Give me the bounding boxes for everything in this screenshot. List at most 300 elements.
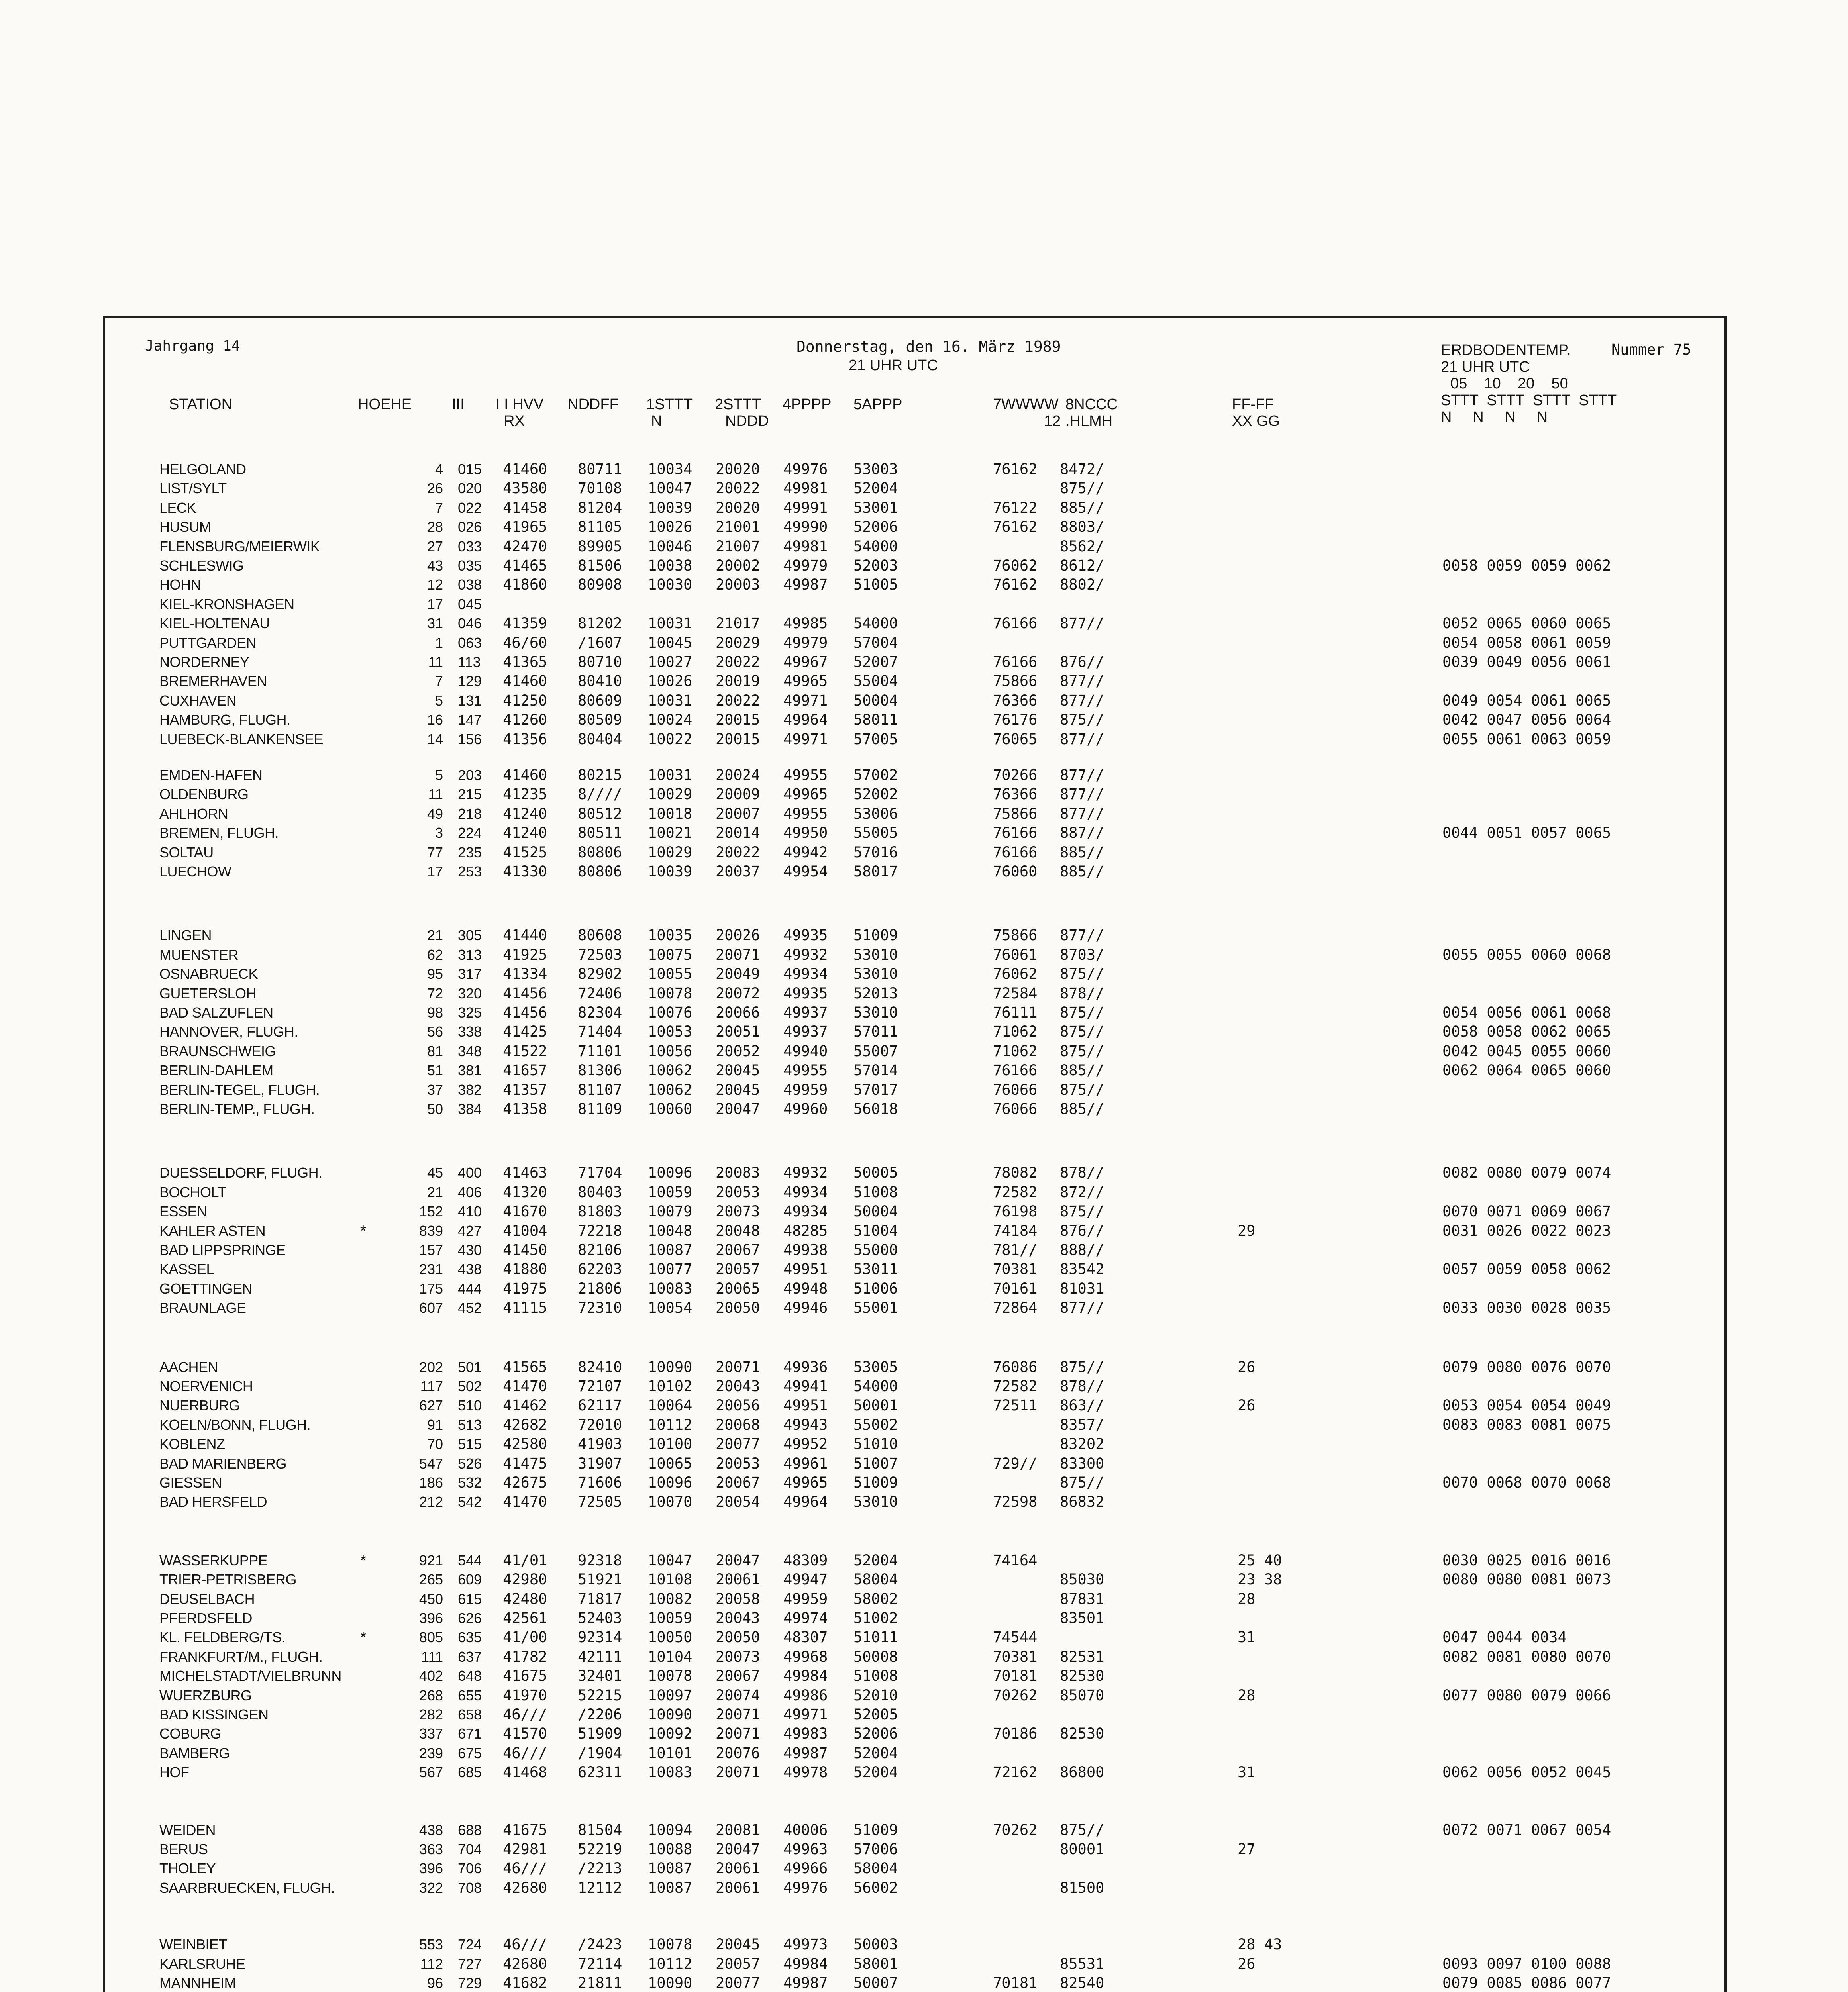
group-g4: 20067 — [716, 1241, 760, 1259]
group-7wwww: 76366 — [993, 692, 1038, 709]
group-g5: 49965 — [783, 786, 828, 803]
group-ffff: 28 — [1238, 1590, 1256, 1608]
station-number: 708 — [458, 1879, 482, 1896]
station-number: 637 — [458, 1648, 482, 1665]
station-name: WEIDEN — [159, 1821, 216, 1838]
erdboden-values: 0058 0058 0062 0065 — [1442, 1023, 1611, 1041]
erdboden-values: 0058 0059 0059 0062 — [1442, 557, 1611, 574]
station-name: KASSEL — [159, 1261, 214, 1278]
table-row — [105, 1203, 1723, 1220]
group-g4: 20049 — [716, 965, 760, 983]
group-g6: 52006 — [853, 1725, 898, 1743]
group-8nccc: 875// — [1060, 1821, 1104, 1839]
station-number: 671 — [458, 1725, 482, 1742]
station-number: 317 — [458, 966, 482, 982]
group-g2: 62117 — [578, 1397, 622, 1414]
station-name: BOCHOLT — [159, 1184, 226, 1200]
group-g3: 10026 — [648, 672, 693, 690]
erdboden-values: 0054 0056 0061 0068 — [1442, 1004, 1611, 1021]
group-g5: 49981 — [783, 537, 828, 555]
group-8nccc: 878// — [1060, 1378, 1104, 1395]
group-g6: 51009 — [853, 927, 898, 944]
group-8nccc: 87831 — [1060, 1590, 1104, 1608]
group-8nccc: 83501 — [1060, 1610, 1104, 1627]
station-number: 113 — [458, 654, 481, 670]
group-7wwww: 72582 — [993, 1378, 1038, 1395]
station-hoehe: 175 — [419, 1280, 443, 1297]
group-g2: 70108 — [578, 480, 622, 497]
group-g2: 82304 — [578, 1004, 622, 1021]
group-g4: 20077 — [716, 1974, 760, 1992]
station-name: WEINBIET — [159, 1936, 228, 1953]
group-8nccc: 877// — [1060, 730, 1104, 748]
group-8nccc: 875// — [1060, 1474, 1104, 1491]
station-hoehe: 117 — [420, 1378, 443, 1394]
group-g6: 57016 — [853, 843, 898, 861]
station-number: 724 — [458, 1936, 482, 1953]
group-g3: 10053 — [648, 1023, 693, 1041]
station-number: 501 — [458, 1359, 482, 1375]
station-number: 022 — [458, 499, 482, 516]
group-g5: 49946 — [783, 1299, 828, 1317]
group-g4: 20037 — [716, 863, 760, 880]
table-row — [105, 1725, 1723, 1743]
group-7wwww: 76062 — [993, 965, 1038, 983]
group-7wwww: 76162 — [993, 461, 1038, 478]
group-g3: 10087 — [648, 1879, 693, 1896]
station-hoehe: 45 — [427, 1165, 443, 1181]
group-g2: 51909 — [578, 1725, 622, 1743]
table-row — [105, 1493, 1723, 1511]
group-g1: 41450 — [503, 1241, 547, 1259]
station-number: 038 — [458, 576, 482, 593]
group-g3: 10054 — [648, 1299, 693, 1317]
group-g1: 41440 — [503, 927, 547, 944]
table-row — [105, 1062, 1723, 1079]
group-g3: 10018 — [648, 805, 693, 822]
station-number: 727 — [458, 1955, 482, 1972]
group-g1: 41115 — [503, 1299, 547, 1317]
group-g5: 49986 — [783, 1686, 828, 1704]
erdboden-values: 0079 0085 0086 0077 — [1442, 1974, 1611, 1992]
group-g1: 43580 — [503, 480, 547, 497]
group-g4: 20071 — [716, 1725, 760, 1743]
group-g3: 10031 — [648, 767, 693, 784]
group-g5: 49954 — [783, 863, 828, 880]
erdboden-values: 0030 0025 0016 0016 — [1442, 1551, 1611, 1569]
station-number: 348 — [458, 1043, 482, 1059]
group-g2: 80608 — [578, 927, 622, 944]
group-7wwww: 76086 — [993, 1358, 1038, 1376]
station-hoehe: 805 — [419, 1629, 443, 1646]
station-name: OSNABRUECK — [159, 966, 258, 982]
group-g2: 82410 — [578, 1358, 622, 1376]
station-name: BAD LIPPSPRINGE — [159, 1242, 286, 1258]
group-7wwww: 72582 — [993, 1183, 1038, 1201]
erdboden-values: 0082 0081 0080 0070 — [1442, 1648, 1611, 1665]
erdboden-values: 0033 0030 0028 0035 — [1442, 1299, 1611, 1317]
group-g3: 10112 — [648, 1955, 693, 1972]
jahrgang: Jahrgang 14 — [145, 338, 240, 354]
station-number: 305 — [458, 927, 482, 944]
table-row — [105, 1023, 1723, 1041]
col-1sttt: 1STTT — [646, 396, 693, 413]
station-hoehe: 70 — [427, 1436, 443, 1453]
station-hoehe: 31 — [427, 615, 443, 632]
group-8nccc: 8562/ — [1060, 537, 1104, 555]
group-g5: 49984 — [783, 1955, 828, 1972]
group-g4: 20053 — [716, 1455, 760, 1472]
group-8nccc: 86800 — [1060, 1764, 1104, 1781]
group-g6: 51007 — [853, 1455, 898, 1472]
group-7wwww: 70266 — [993, 767, 1038, 784]
group-8nccc: 875// — [1060, 1081, 1104, 1098]
group-g3: 10078 — [648, 984, 693, 1002]
group-g4: 20083 — [716, 1164, 760, 1182]
group-g1: 41682 — [503, 1974, 547, 1992]
group-g1: 41358 — [503, 1100, 547, 1118]
group-g2: 12112 — [578, 1879, 622, 1896]
group-g5: 49955 — [783, 1062, 828, 1079]
station-hoehe: 28 — [427, 519, 443, 535]
group-g5: 49959 — [783, 1081, 828, 1098]
group-g2: /1607 — [578, 634, 622, 651]
station-hoehe: 3 — [435, 825, 443, 841]
group-ffff: 26 — [1238, 1358, 1256, 1376]
table-row — [105, 1164, 1723, 1182]
table-row — [105, 946, 1723, 964]
table-row — [105, 767, 1723, 784]
group-7wwww: 75866 — [993, 805, 1038, 822]
group-g6: 57014 — [853, 1062, 898, 1079]
bergstation-mark: * — [360, 1629, 366, 1646]
table-row — [105, 461, 1723, 478]
group-g5: 49934 — [783, 1183, 828, 1201]
group-g6: 55001 — [853, 1299, 898, 1317]
station-number: 325 — [458, 1004, 482, 1021]
group-8nccc: 877// — [1060, 767, 1104, 784]
group-g1: 41004 — [503, 1222, 547, 1239]
group-g4: 20014 — [716, 824, 760, 842]
table-row — [105, 844, 1723, 861]
station-hoehe: 4 — [435, 461, 443, 477]
group-g6: 58011 — [853, 711, 898, 729]
group-g2: 80512 — [578, 805, 622, 822]
group-g1: 41320 — [503, 1183, 547, 1201]
group-g3: 10096 — [648, 1474, 693, 1491]
group-g6: 50003 — [853, 1936, 898, 1953]
group-g2: 80711 — [578, 461, 622, 478]
station-name: LINGEN — [159, 927, 212, 944]
group-g2: /1904 — [578, 1744, 622, 1762]
group-g4: 20052 — [716, 1042, 760, 1060]
group-g2: 81107 — [578, 1081, 622, 1098]
erdboden-values: 0077 0080 0079 0066 — [1442, 1686, 1611, 1704]
group-g1: 41925 — [503, 946, 547, 963]
group-g5: 49984 — [783, 1667, 828, 1685]
group-8nccc: 80001 — [1060, 1841, 1104, 1858]
group-g3: 10082 — [648, 1590, 693, 1608]
station-name: AHLHORN — [159, 805, 228, 822]
group-g5: 49983 — [783, 1725, 828, 1743]
station-hoehe: 202 — [419, 1359, 443, 1375]
station-hoehe: 37 — [427, 1081, 443, 1098]
station-name: LECK — [159, 499, 196, 516]
erdboden-values: 0079 0080 0076 0070 — [1442, 1358, 1611, 1376]
station-number: 675 — [458, 1745, 482, 1761]
station-hoehe: 21 — [427, 1184, 443, 1200]
group-g4: 20048 — [716, 1222, 760, 1239]
station-number: 020 — [458, 480, 482, 497]
station-name: HAMBURG, FLUGH. — [159, 712, 290, 728]
group-g6: 52007 — [853, 653, 898, 671]
group-g3: 10087 — [648, 1241, 693, 1259]
group-g2: 31907 — [578, 1455, 622, 1472]
station-name: HOHN — [159, 576, 201, 593]
group-g4: 20077 — [716, 1435, 760, 1453]
station-name: KIEL-KRONSHAGEN — [159, 596, 294, 612]
station-number: 338 — [458, 1023, 482, 1040]
table-row — [105, 985, 1723, 1002]
station-hoehe: 51 — [427, 1062, 443, 1079]
col-iii: III — [452, 396, 465, 413]
station-name: SOLTAU — [159, 844, 214, 861]
col-xxgg: XX GG — [1232, 413, 1280, 429]
group-8nccc: 876// — [1060, 653, 1104, 671]
group-8nccc: 875// — [1060, 965, 1104, 983]
group-g4: 20076 — [716, 1744, 760, 1762]
group-7wwww: 76176 — [993, 711, 1038, 729]
group-7wwww: 76066 — [993, 1081, 1038, 1098]
erdboden-values: 0082 0080 0079 0074 — [1442, 1164, 1611, 1182]
group-g3: 10048 — [648, 1222, 693, 1239]
group-g4: 20058 — [716, 1590, 760, 1608]
erdboden-values: 0053 0054 0054 0049 — [1442, 1397, 1611, 1414]
station-name: BRAUNSCHWEIG — [159, 1043, 276, 1059]
group-g4: 20022 — [716, 480, 760, 497]
group-g2: 72107 — [578, 1378, 622, 1395]
group-g2: 62311 — [578, 1764, 622, 1781]
erdboden-values: 0072 0071 0067 0054 — [1442, 1821, 1611, 1839]
group-g2: 72310 — [578, 1299, 622, 1317]
group-g3: 10088 — [648, 1841, 693, 1858]
group-g1: 46/// — [503, 1936, 547, 1953]
station-number: 203 — [458, 767, 482, 783]
station-name: PUTTGARDEN — [159, 634, 257, 651]
station-hoehe: 450 — [419, 1590, 443, 1607]
station-number: 382 — [458, 1081, 482, 1098]
station-hoehe: 363 — [419, 1841, 443, 1857]
group-g3: 10100 — [648, 1435, 693, 1453]
station-number: 704 — [458, 1841, 482, 1857]
group-g6: 56002 — [853, 1879, 898, 1896]
station-hoehe: 627 — [419, 1397, 443, 1414]
group-g5: 49951 — [783, 1261, 828, 1278]
group-g6: 53010 — [853, 1493, 898, 1511]
group-g6: 58001 — [853, 1955, 898, 1972]
station-number: 427 — [458, 1222, 482, 1239]
date-line: Donnerstag, den 16. März 1989 — [796, 338, 1061, 355]
group-7wwww: 72162 — [993, 1764, 1038, 1781]
station-name: KOELN/BONN, FLUGH. — [159, 1416, 311, 1433]
table-row — [105, 1841, 1723, 1858]
group-7wwww: 71062 — [993, 1023, 1038, 1041]
col-5appp: 5APPP — [853, 396, 902, 413]
group-g3: 10078 — [648, 1936, 693, 1953]
group-g2: /2206 — [578, 1706, 622, 1723]
table-row — [105, 1879, 1723, 1897]
group-g1: 41657 — [503, 1062, 547, 1079]
erdboden-n: N N N N — [1441, 409, 1548, 425]
group-g6: 51011 — [853, 1629, 898, 1646]
group-g2: 71704 — [578, 1164, 622, 1182]
table-row — [105, 538, 1723, 555]
group-g4: 20047 — [716, 1100, 760, 1118]
group-g5: 49971 — [783, 1706, 828, 1723]
station-name: DUESSELDORF, FLUGH. — [159, 1165, 322, 1181]
station-name: WUERZBURG — [159, 1687, 252, 1704]
station-hoehe: 7 — [435, 673, 443, 690]
nummer: Nummer 75 — [1611, 341, 1691, 358]
group-ffff: 28 43 — [1238, 1936, 1282, 1953]
group-g6: 52004 — [853, 1744, 898, 1762]
group-g6: 51002 — [853, 1610, 898, 1627]
group-g4: 20007 — [716, 805, 760, 822]
station-name: NOERVENICH — [159, 1378, 253, 1394]
col-8nccc: 8NCCC — [1065, 396, 1118, 413]
station-hoehe: 396 — [419, 1610, 443, 1626]
group-g6: 50001 — [853, 1397, 898, 1414]
group-8nccc: 863// — [1060, 1397, 1104, 1414]
group-g3: 10104 — [648, 1648, 693, 1665]
station-hoehe: 5 — [435, 767, 443, 783]
group-g4: 20071 — [716, 1706, 760, 1723]
group-7wwww: 74164 — [993, 1551, 1038, 1569]
group-g3: 10097 — [648, 1686, 693, 1704]
station-name: MUENSTER — [159, 946, 239, 963]
group-ffff: 26 — [1238, 1397, 1256, 1414]
group-g3: 10022 — [648, 730, 693, 748]
station-number: 609 — [458, 1571, 482, 1588]
table-row — [105, 1648, 1723, 1666]
group-g1: 41565 — [503, 1358, 547, 1376]
group-g4: 20066 — [716, 1004, 760, 1021]
station-name: GIESSEN — [159, 1474, 222, 1491]
group-g6: 57002 — [853, 767, 898, 784]
table-row — [105, 596, 1723, 613]
group-g2: 80806 — [578, 843, 622, 861]
station-name: MANNHEIM — [159, 1975, 236, 1991]
table-row — [105, 1474, 1723, 1492]
group-g1: 46/60 — [503, 634, 547, 651]
group-7wwww: 76061 — [993, 946, 1038, 963]
table-row — [105, 1706, 1723, 1723]
group-g4: 20022 — [716, 692, 760, 709]
station-hoehe: 265 — [419, 1571, 443, 1588]
group-g4: 20045 — [716, 1062, 760, 1079]
group-g1: 42675 — [503, 1474, 547, 1491]
group-g5: 49990 — [783, 518, 828, 536]
group-7wwww: 781// — [993, 1241, 1038, 1259]
erdboden-values: 0083 0083 0081 0075 — [1442, 1416, 1611, 1433]
group-8nccc: 82540 — [1060, 1974, 1104, 1992]
group-8nccc: 872// — [1060, 1183, 1104, 1201]
group-g3: 10090 — [648, 1706, 693, 1723]
report-time: 21 UHR UTC — [849, 357, 938, 374]
group-g2: 51921 — [578, 1571, 622, 1588]
erdboden-values: 0057 0059 0058 0062 — [1442, 1261, 1611, 1278]
station-name: KL. FELDBERG/TS. — [159, 1629, 286, 1646]
group-g1: 42981 — [503, 1841, 547, 1858]
group-g5: 49965 — [783, 672, 828, 690]
group-g3: 10039 — [648, 499, 693, 516]
group-g6: 54000 — [853, 537, 898, 555]
group-g1: 41240 — [503, 824, 547, 842]
group-8nccc: 877// — [1060, 692, 1104, 709]
station-name: BAD SALZUFLEN — [159, 1004, 273, 1021]
col-rx: RX — [504, 413, 525, 429]
group-g5: 49932 — [783, 946, 828, 963]
erdboden-values: 0093 0097 0100 0088 — [1442, 1955, 1611, 1972]
erdboden-values: 0031 0026 0022 0023 — [1442, 1222, 1611, 1239]
group-g3: 10108 — [648, 1571, 693, 1588]
group-g1: 42680 — [503, 1879, 547, 1896]
group-7wwww: 76111 — [993, 1004, 1038, 1021]
group-8nccc: 875// — [1060, 1203, 1104, 1220]
station-number: 015 — [458, 461, 482, 477]
group-g6: 51009 — [853, 1821, 898, 1839]
table-row — [105, 1571, 1723, 1588]
group-7wwww: 76062 — [993, 557, 1038, 574]
group-g4: 20009 — [716, 786, 760, 803]
erdboden-codes: STTT STTT STTT STTT — [1441, 392, 1617, 409]
group-8nccc: 83542 — [1060, 1261, 1104, 1278]
col-iihvv: I I HVV — [496, 396, 544, 413]
group-g1: 41359 — [503, 615, 547, 632]
station-name: LUECHOW — [159, 863, 231, 880]
station-hoehe: 396 — [419, 1860, 443, 1877]
group-g4: 21001 — [716, 518, 760, 536]
group-7wwww: 70262 — [993, 1821, 1038, 1839]
group-g4: 20043 — [716, 1610, 760, 1627]
group-g1: 41670 — [503, 1203, 547, 1220]
group-g6: 52004 — [853, 480, 898, 497]
station-number: 063 — [458, 634, 482, 651]
station-name: MICHELSTADT/VIELBRUNN — [159, 1668, 341, 1684]
station-hoehe: 56 — [427, 1023, 443, 1040]
station-number: 320 — [458, 985, 482, 1002]
group-g4: 20022 — [716, 843, 760, 861]
group-g3: 10101 — [648, 1744, 693, 1762]
group-8nccc: 885// — [1060, 1100, 1104, 1118]
group-g4: 20081 — [716, 1821, 760, 1839]
group-g6: 51005 — [853, 576, 898, 594]
group-g4: 20071 — [716, 1764, 760, 1781]
group-g3: 10039 — [648, 863, 693, 880]
group-g3: 10031 — [648, 615, 693, 632]
group-g1: 41470 — [503, 1493, 547, 1511]
group-g2: 92318 — [578, 1551, 622, 1569]
group-8nccc: 85070 — [1060, 1686, 1104, 1704]
group-8nccc: 875// — [1060, 1358, 1104, 1376]
group-g1: 41462 — [503, 1397, 547, 1414]
group-g3: 10092 — [648, 1725, 693, 1743]
group-g2: 72505 — [578, 1493, 622, 1511]
group-g1: 41365 — [503, 653, 547, 671]
group-ffff: 28 — [1238, 1686, 1256, 1704]
group-g5: 49971 — [783, 692, 828, 709]
group-g3: 10038 — [648, 557, 693, 574]
